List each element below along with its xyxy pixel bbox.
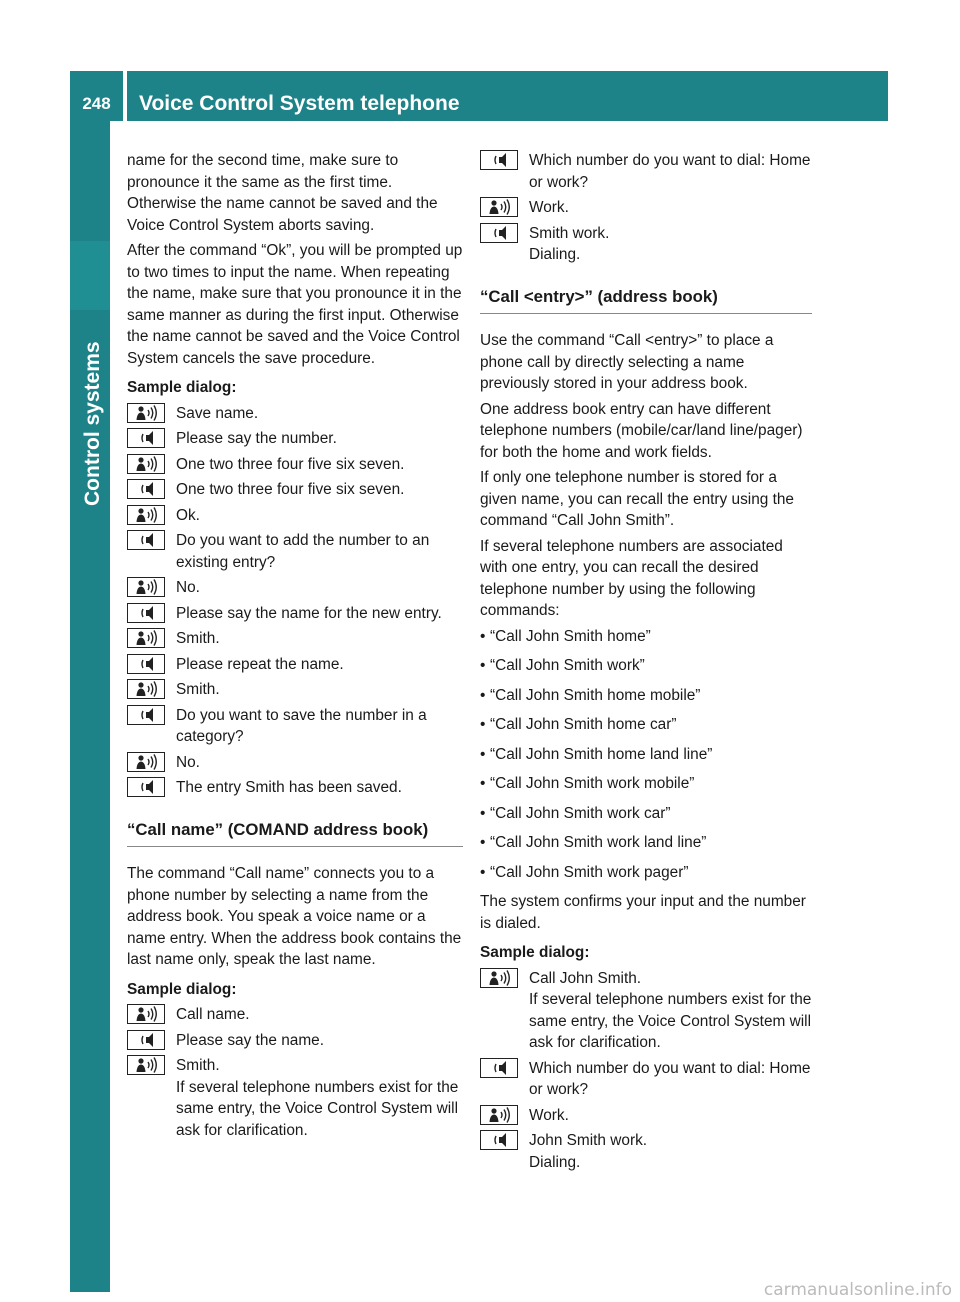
dialog-text [176, 1004, 463, 1026]
dialog-line-user [480, 1105, 812, 1127]
speaking-user-icon [127, 403, 176, 423]
dialog-line-system [127, 777, 463, 799]
dialog-utterance: Do you want to add the number to an existing entry? [176, 532, 430, 571]
dialog-utterance: Call name. [176, 1006, 250, 1023]
system-speaker-icon [127, 654, 176, 674]
paragraph: The system confirms your input and the number is dialed. [480, 893, 806, 932]
paragraph: If only one telephone number is stored for a given name, you can recall the entry using the command “Call John Smith”. [480, 469, 794, 529]
system-speaker-icon [480, 150, 529, 170]
dialog-text [529, 968, 812, 1054]
dialog-line-user [127, 628, 463, 650]
paragraph: One address book entry can have different telephone numbers (mobile/car/land line/pager) for both the home and work fields. [480, 400, 803, 461]
system-speaker-icon [127, 705, 176, 725]
dialog-line-system [127, 705, 463, 748]
sample-dialog-label: Sample dialog: [127, 379, 237, 396]
dialog-utterance: One two three four five six seven. [176, 455, 405, 473]
dialog-utterance: No. [176, 579, 200, 596]
dialog-utterance: Call John Smith. [529, 969, 642, 987]
dialog-text [176, 428, 463, 450]
dialog-utterance: Smith. [176, 630, 220, 647]
sample-dialog [127, 1004, 463, 1141]
sample-dialog [127, 403, 463, 799]
speaking-user-icon [127, 752, 176, 772]
dialog-note: If several telephone numbers exist for the same entry, the Voice Control System will ask for clarification. [176, 1078, 459, 1139]
command-list-item: • “Call John Smith work car” [480, 803, 812, 825]
dialog-text [176, 777, 463, 799]
dialog-line-system [127, 428, 463, 450]
dialog-utterance: Save name. [176, 404, 259, 422]
dialog-text [529, 197, 812, 219]
system-speaker-icon [480, 223, 529, 243]
command-list-item: • “Call John Smith home land line” [480, 744, 812, 766]
dialog-text [176, 403, 463, 425]
dialog-utterance: Please say the name. [176, 1031, 325, 1049]
dialog-line-user [127, 1055, 463, 1141]
dialog-utterance: Ok. [176, 506, 200, 524]
dialog-text [176, 705, 463, 748]
dialog-text [176, 603, 463, 625]
system-speaker-icon [127, 603, 176, 623]
dialog-line-user [127, 454, 463, 476]
speaking-user-icon [480, 1105, 529, 1125]
speaking-user-icon [127, 577, 176, 597]
dialog-utterance: Smith. [176, 1057, 220, 1074]
dialog-utterance: John Smith work. [529, 1132, 648, 1149]
dialog-utterance: Work. [529, 1106, 569, 1124]
dialog-line-system [127, 479, 463, 501]
dialog-utterance: Please say the number. [176, 430, 337, 447]
dialog-text [176, 752, 463, 774]
dialog-text [176, 1055, 463, 1141]
dialog-text [529, 1130, 812, 1173]
speaking-user-icon [127, 505, 176, 525]
command-list-item: • “Call John Smith work land line” [480, 832, 812, 854]
dialog-text [176, 505, 463, 527]
system-speaker-icon [127, 777, 176, 797]
section-heading: “Call name” (COMAND address book) [127, 819, 463, 848]
dialog-utterance: Do you want to save the number in a category? [176, 706, 427, 745]
command-list-item: • “Call John Smith home mobile” [480, 685, 812, 707]
sample-dialog-label: Sample dialog: [480, 944, 590, 961]
dialog-line-system [127, 654, 463, 676]
command-list-item: • “Call John Smith work mobile” [480, 773, 812, 795]
dialog-line-user [127, 679, 463, 701]
speaking-user-icon [127, 1004, 176, 1024]
dialog-line-user [127, 752, 463, 774]
dialog-line-user [127, 577, 463, 599]
system-speaker-icon [127, 428, 176, 448]
system-speaker-icon [127, 530, 176, 550]
command-list-item: • “Call John Smith work” [480, 655, 812, 677]
dialog-text [529, 1058, 812, 1101]
right-column [480, 150, 812, 1177]
sample-dialog-label: Sample dialog: [127, 980, 237, 998]
dialog-utterance: Please repeat the name. [176, 655, 344, 673]
dialog-line-user [127, 1004, 463, 1026]
left-column [127, 150, 463, 1145]
dialog-note: Dialing. [529, 246, 581, 263]
paragraph: name for the second time, make sure to pronounce it the same as the first time. Otherwise the name cannot be saved and the Voice Control System aborts saving. [127, 152, 438, 234]
speaking-user-icon [127, 628, 176, 648]
dialog-utterance: Work. [529, 199, 569, 216]
side-tab-label: Control systems [81, 341, 104, 506]
watermark: carmanualsonline.info [763, 1280, 952, 1300]
speaking-user-icon [480, 968, 529, 988]
dialog-text [176, 679, 463, 701]
command-list-item: • “Call John Smith home” [480, 626, 812, 648]
header-separator [123, 71, 127, 121]
dialog-line-user [127, 505, 463, 527]
dialog-line-system [127, 603, 463, 625]
paragraph: If several telephone numbers are associated with one entry, you can recall the desired telephone number by using the following commands: [480, 537, 783, 619]
dialog-note: Dialing. [529, 1153, 581, 1171]
dialog-text [176, 628, 463, 650]
system-speaker-icon [480, 1058, 529, 1078]
dialog-text [529, 150, 812, 193]
command-list [480, 626, 812, 884]
dialog-line-system [480, 1130, 812, 1173]
dialog-line-system [480, 223, 812, 266]
dialog-text [529, 1105, 812, 1127]
dialog-line-system [480, 150, 812, 193]
dialog-text [176, 454, 463, 476]
dialog-line-system [127, 1030, 463, 1052]
system-speaker-icon [127, 1030, 176, 1050]
dialog-utterance: Smith. [176, 681, 220, 698]
command-list-item: • “Call John Smith work pager” [480, 862, 812, 884]
dialog-utterance: Which number do you want to dial: Home or work? [529, 152, 811, 191]
speaking-user-icon [127, 679, 176, 699]
dialog-text [176, 1030, 463, 1052]
dialog-utterance: One two three four five six seven. [176, 481, 405, 498]
dialog-line-system [127, 530, 463, 573]
speaking-user-icon [480, 197, 529, 217]
paragraph: Use the command “Call <entry>” to place a phone call by directly selecting a name previously stored in your address book. [480, 332, 774, 392]
dialog-text [176, 654, 463, 676]
dialog-utterance: The entry Smith has been saved. [176, 779, 402, 796]
dialog-utterance: Please say the name for the new entry. [176, 604, 442, 622]
side-tab-accent [70, 241, 110, 310]
dialog-line-user [480, 968, 812, 1054]
system-speaker-icon [127, 479, 176, 499]
dialog-line-user [127, 403, 463, 425]
dialog-utterance: Which number do you want to dial: Home or work? [529, 1059, 811, 1098]
dialog-utterance: No. [176, 753, 200, 771]
sample-dialog [480, 150, 812, 266]
speaking-user-icon [127, 1055, 176, 1075]
dialog-text [176, 577, 463, 599]
command-list-item: • “Call John Smith home car” [480, 714, 812, 736]
dialog-note: If several telephone numbers exist for the same entry, the Voice Control System will ask for clarification. [529, 991, 812, 1051]
section-heading: “Call <entry>” (address book) [480, 286, 812, 315]
dialog-utterance: Smith work. [529, 224, 610, 242]
sample-dialog [480, 968, 812, 1174]
page-title: Voice Control System telephone [139, 92, 460, 115]
system-speaker-icon [480, 1130, 529, 1150]
dialog-text [529, 223, 812, 266]
paragraph: After the command “Ok”, you will be prompted up to two times to input the name. When repeating the name, make sure that you pronounce it in the same manner as during the first input. Otherwise the name cannot be saved and the Voice Control System cancels the save procedure. [127, 242, 463, 367]
paragraph: The command “Call name” connects you to a phone number by selecting a name from the address book. You speak a voice name or a name entry. When the address book contains the last name only, speak the last name. [127, 865, 462, 968]
page-number: 248 [82, 94, 111, 113]
dialog-text [176, 479, 463, 501]
dialog-line-system [480, 1058, 812, 1101]
dialog-line-user [480, 197, 812, 219]
speaking-user-icon [127, 454, 176, 474]
dialog-text [176, 530, 463, 573]
